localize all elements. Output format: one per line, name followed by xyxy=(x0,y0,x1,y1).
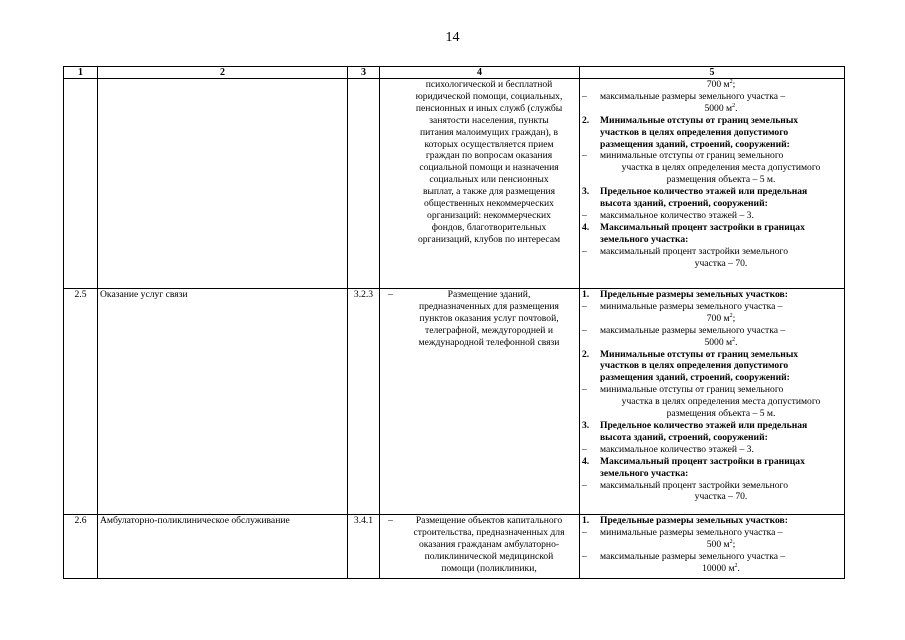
parameter-item-continuation xyxy=(582,337,842,349)
table-row xyxy=(64,289,845,515)
parameter-heading xyxy=(582,515,842,527)
bullet-dash xyxy=(380,337,401,349)
continuation-main: 700 м xyxy=(706,312,730,324)
description-cell xyxy=(380,289,580,515)
bullet-dash xyxy=(380,127,401,139)
parameter-heading xyxy=(582,456,842,468)
parameter-number: 2. xyxy=(582,114,590,126)
table-row xyxy=(64,79,845,289)
bullet-dash: – xyxy=(388,515,393,526)
parameter-item xyxy=(582,325,842,337)
continuation-text xyxy=(582,396,842,408)
description-text: Размещение зданий, xyxy=(447,289,531,300)
row-number-cell: 2.5 xyxy=(64,289,98,515)
parameter-item xyxy=(582,480,842,492)
description-text: выплат, а также для размещения xyxy=(422,186,556,198)
continuation-main: земельного участка: xyxy=(600,233,689,245)
parameter-number: 3. xyxy=(582,419,590,431)
row-number-cell: 2.6 xyxy=(64,515,98,579)
bullet-dash xyxy=(380,103,401,115)
land-use-name-cell: Оказание услуг связи xyxy=(98,289,348,515)
description-line xyxy=(380,301,577,313)
continuation-main: участка – 70. xyxy=(694,491,748,503)
parameter-item-text: максимальное количество этажей – 3. xyxy=(600,209,754,221)
parameter-item-continuation xyxy=(582,491,842,503)
description-text: граждан по вопросам оказания xyxy=(425,150,553,162)
continuation-main: размещения зданий, строений, сооружений: xyxy=(600,138,790,150)
continuation-main: участков в целях определения допустимого xyxy=(600,126,789,138)
continuation-text xyxy=(582,360,842,372)
bullet-dash xyxy=(380,313,401,325)
superscript: 2 xyxy=(732,336,736,343)
bullet-dash: – xyxy=(582,150,587,162)
continuation-text xyxy=(582,539,842,551)
description-line xyxy=(380,551,577,563)
continuation-main: 500 м xyxy=(706,538,730,550)
bullet-dash xyxy=(380,186,401,198)
continuation-text xyxy=(582,491,842,503)
continuation-main: 700 м xyxy=(706,79,730,90)
description-text: поликлинической медицинской xyxy=(424,550,554,562)
continuation-main: 5000 м xyxy=(704,336,733,348)
parameter-heading-continuation xyxy=(582,198,842,210)
punctuation: . xyxy=(735,102,738,114)
parameter-number: 1. xyxy=(582,289,590,300)
parameter-item xyxy=(582,246,842,258)
punctuation: ; xyxy=(732,79,736,90)
description-line xyxy=(380,313,577,325)
continuation-text xyxy=(582,174,842,186)
parameter-heading-continuation xyxy=(582,139,842,151)
bullet-dash: – xyxy=(582,526,587,538)
description-line xyxy=(380,325,577,337)
superscript: 2 xyxy=(729,538,733,545)
parameter-number: 4. xyxy=(582,455,590,467)
parameter-item-text: максимальные размеры земельного участка – xyxy=(600,90,786,102)
bullet-dash xyxy=(380,210,401,222)
page-number: 14 xyxy=(445,30,460,45)
continuation-main: участка в целях определения места допустимого xyxy=(621,162,821,174)
description-cell xyxy=(380,515,580,579)
description-line xyxy=(380,127,577,139)
continuation-main: земельного участка: xyxy=(600,467,689,479)
description-line xyxy=(380,150,577,162)
parameter-heading xyxy=(582,420,842,432)
bullet-dash: – xyxy=(388,289,393,300)
parameter-item xyxy=(582,301,842,313)
description-cell xyxy=(380,79,580,289)
description-text: общественных некоммерческих xyxy=(424,198,554,210)
continuation-text xyxy=(582,468,842,480)
parameter-item-text: максимальный процент застройки земельного xyxy=(600,245,789,257)
continuation-text xyxy=(582,372,842,384)
description-text: питания малоимущих граждан), в xyxy=(420,126,558,138)
description-line xyxy=(380,103,577,115)
parameter-item-continuation xyxy=(582,539,842,551)
parameter-item-text: минимальные отступы от границ земельного xyxy=(600,150,784,162)
description-text: телеграфной, междугородней и xyxy=(425,324,553,336)
punctuation: . xyxy=(737,562,740,574)
continuation-text xyxy=(582,337,842,349)
description-line xyxy=(380,337,577,349)
description-text: фондов, благотворительных xyxy=(431,221,547,233)
description-line xyxy=(380,91,577,103)
parameter-heading xyxy=(582,115,842,127)
header-col-1: 1 xyxy=(64,67,98,79)
punctuation: ; xyxy=(732,312,736,324)
parameter-heading-text: Минимальные отступы от границ земельных xyxy=(600,348,799,360)
description-line xyxy=(380,139,577,151)
continuation-main: 10000 м xyxy=(702,562,735,574)
parameter-item-continuation xyxy=(582,174,842,186)
description-text: строительства, предназначенных для xyxy=(413,526,565,538)
parameter-heading xyxy=(582,349,842,361)
parameter-number: 4. xyxy=(582,221,590,233)
bullet-dash: – xyxy=(582,324,587,336)
bullet-dash xyxy=(380,198,401,210)
superscript: 2 xyxy=(729,78,733,85)
parameter-item xyxy=(582,384,842,396)
bullet-dash: – xyxy=(582,300,587,312)
description-text: которых осуществляется прием xyxy=(424,138,554,150)
parameter-heading-text: Предельное количество этажей или предельная xyxy=(600,186,808,198)
bullet-dash xyxy=(380,79,401,91)
bullet-dash: – xyxy=(582,479,587,491)
parameter-item-continuation xyxy=(582,313,842,325)
continuation-text xyxy=(582,127,842,139)
description-text: организаций, клубов по интересам xyxy=(417,233,561,245)
parameter-item xyxy=(582,150,842,162)
bullet-dash xyxy=(380,150,401,162)
continuation-main: участков в целях определения допустимого xyxy=(600,360,789,372)
bullet-dash xyxy=(380,174,401,186)
bullet-dash xyxy=(380,222,401,234)
parameter-item-continuation xyxy=(582,162,842,174)
parameter-item-text: максимальный процент застройки земельного xyxy=(600,479,789,491)
description-text: психологической и бесплатной xyxy=(425,79,553,90)
header-col-2: 2 xyxy=(98,67,348,79)
parameter-heading-continuation xyxy=(582,372,842,384)
continuation-main: размещения зданий, строений, сооружений: xyxy=(600,372,790,384)
continuation-main: участка – 70. xyxy=(694,257,748,269)
continuation-main: высота зданий, строений, сооружений: xyxy=(600,431,768,443)
parameter-item-text: максимальные размеры земельного участка – xyxy=(600,324,786,336)
continuation-text xyxy=(582,103,842,115)
description-text: пунктов оказания услуг почтовой, xyxy=(419,312,559,324)
description-text: организаций: некоммерческих xyxy=(427,209,551,221)
continuation-text xyxy=(582,313,842,325)
continuation-text xyxy=(582,234,842,246)
description-line xyxy=(380,234,577,246)
parameters-cell xyxy=(580,79,845,289)
description-line xyxy=(380,563,577,575)
parameter-item-continuation xyxy=(582,79,842,91)
bullet-dash: – xyxy=(582,90,587,102)
parameter-number: 1. xyxy=(582,515,590,526)
description-text: предназначенных для размещения xyxy=(419,300,559,312)
parameter-item xyxy=(582,551,842,563)
parameter-number: 3. xyxy=(582,186,590,198)
land-use-regulations-table xyxy=(63,66,845,579)
parameter-heading xyxy=(582,186,842,198)
description-line xyxy=(380,115,577,127)
description-line xyxy=(380,162,577,174)
description-line xyxy=(380,79,577,91)
superscript: 2 xyxy=(732,102,736,109)
parameters-cell xyxy=(580,289,845,515)
bullet-dash xyxy=(380,563,401,575)
parameter-item-continuation xyxy=(582,408,842,420)
description-line xyxy=(380,198,577,210)
parameters-cell xyxy=(580,515,845,579)
punctuation: . xyxy=(735,336,738,348)
parameter-item-continuation xyxy=(582,103,842,115)
description-line xyxy=(380,186,577,198)
parameter-item-text: минимальные отступы от границ земельного xyxy=(600,384,784,396)
description-text: социальных или пенсионных xyxy=(429,174,549,186)
parameter-heading-continuation xyxy=(582,468,842,480)
bullet-dash xyxy=(380,539,401,551)
header-col-3: 3 xyxy=(348,67,380,79)
description-text: пенсионных и иных служб (службы xyxy=(415,102,563,114)
continuation-text xyxy=(582,408,842,420)
bullet-dash xyxy=(380,301,401,313)
bullet-dash xyxy=(380,115,401,127)
parameter-heading-text: Предельное количество этажей или предельная xyxy=(600,419,808,431)
continuation-main: 5000 м xyxy=(704,102,733,114)
bullet-dash xyxy=(380,325,401,337)
description-line xyxy=(380,527,577,539)
description-text: Размещение объектов капитального xyxy=(415,515,563,526)
classifier-code-cell xyxy=(348,79,380,289)
parameter-item xyxy=(582,91,842,103)
header-row xyxy=(64,67,845,79)
parameter-item-text: минимальные размеры земельного участка – xyxy=(600,300,783,312)
parameter-item xyxy=(582,444,842,456)
description-text: занятости населения, пункты xyxy=(429,114,549,126)
description-text: социальной помощи и назначения xyxy=(419,162,559,174)
parameter-heading-continuation xyxy=(582,127,842,139)
parameter-heading-continuation xyxy=(582,234,842,246)
parameter-heading xyxy=(582,289,842,301)
description-text: оказания гражданам амбулаторно- xyxy=(418,538,560,550)
bullet-dash xyxy=(380,139,401,151)
superscript: 2 xyxy=(729,312,733,319)
parameter-item xyxy=(582,527,842,539)
header-col-5: 5 xyxy=(580,67,845,79)
parameter-item-continuation xyxy=(582,563,842,575)
description-line xyxy=(380,515,577,527)
continuation-text xyxy=(582,198,842,210)
parameter-heading xyxy=(582,222,842,234)
classifier-code-cell: 3.2.3 xyxy=(348,289,380,515)
continuation-main: участка в целях определения места допустимого xyxy=(621,396,821,408)
description-text: юридической помощи, социальных, xyxy=(415,90,563,102)
bullet-dash: – xyxy=(582,443,587,455)
classifier-code-cell: 3.4.1 xyxy=(348,515,380,579)
description-text: международной телефонной связи xyxy=(418,336,560,348)
continuation-text xyxy=(582,79,842,91)
bullet-dash: – xyxy=(582,245,587,257)
land-use-name-cell xyxy=(98,79,348,289)
bullet-dash xyxy=(380,162,401,174)
bullet-dash: – xyxy=(582,384,587,396)
continuation-text xyxy=(582,563,842,575)
description-line xyxy=(380,222,577,234)
bullet-dash xyxy=(380,551,401,563)
continuation-main: высота зданий, строений, сооружений: xyxy=(600,198,768,210)
superscript: 2 xyxy=(734,562,738,569)
land-use-name-cell: Амбулаторно-поликлиническое обслуживание xyxy=(98,515,348,579)
continuation-text xyxy=(582,432,842,444)
continuation-text xyxy=(582,139,842,151)
description-text: помощи (поликлиники, xyxy=(441,562,537,574)
continuation-main: размещения объекта – 5 м. xyxy=(666,408,776,420)
continuation-text xyxy=(582,162,842,174)
parameter-heading-text: Максимальный процент застройки в границах xyxy=(600,221,805,233)
description-line xyxy=(380,539,577,551)
bullet-dash xyxy=(380,527,401,539)
parameter-item-text: минимальные размеры земельного участка – xyxy=(600,526,783,538)
description-line xyxy=(380,210,577,222)
description-line xyxy=(380,289,577,301)
parameter-item-continuation xyxy=(582,258,842,270)
parameter-heading-text: Максимальный процент застройки в границах xyxy=(600,455,805,467)
parameter-item-text: максимальное количество этажей – 3. xyxy=(600,443,754,455)
parameter-item-text: максимальные размеры земельного участка – xyxy=(600,550,786,562)
continuation-text xyxy=(582,258,842,270)
parameter-item-continuation xyxy=(582,396,842,408)
parameter-heading-continuation xyxy=(582,432,842,444)
parameter-item xyxy=(582,210,842,222)
table-row xyxy=(64,515,845,579)
parameter-heading-text: Предельные размеры земельных участков: xyxy=(600,515,788,526)
parameter-heading-text: Минимальные отступы от границ земельных xyxy=(600,114,799,126)
continuation-main: размещения объекта – 5 м. xyxy=(666,174,776,186)
bullet-dash: – xyxy=(582,209,587,221)
bullet-dash xyxy=(380,234,401,246)
parameter-heading-continuation xyxy=(582,360,842,372)
parameter-number: 2. xyxy=(582,348,590,360)
punctuation: ; xyxy=(732,538,736,550)
description-line xyxy=(380,174,577,186)
bullet-dash: – xyxy=(582,550,587,562)
bullet-dash xyxy=(380,91,401,103)
parameter-heading-text: Предельные размеры земельных участков: xyxy=(600,289,788,300)
header-col-4: 4 xyxy=(380,67,580,79)
row-number-cell xyxy=(64,79,98,289)
